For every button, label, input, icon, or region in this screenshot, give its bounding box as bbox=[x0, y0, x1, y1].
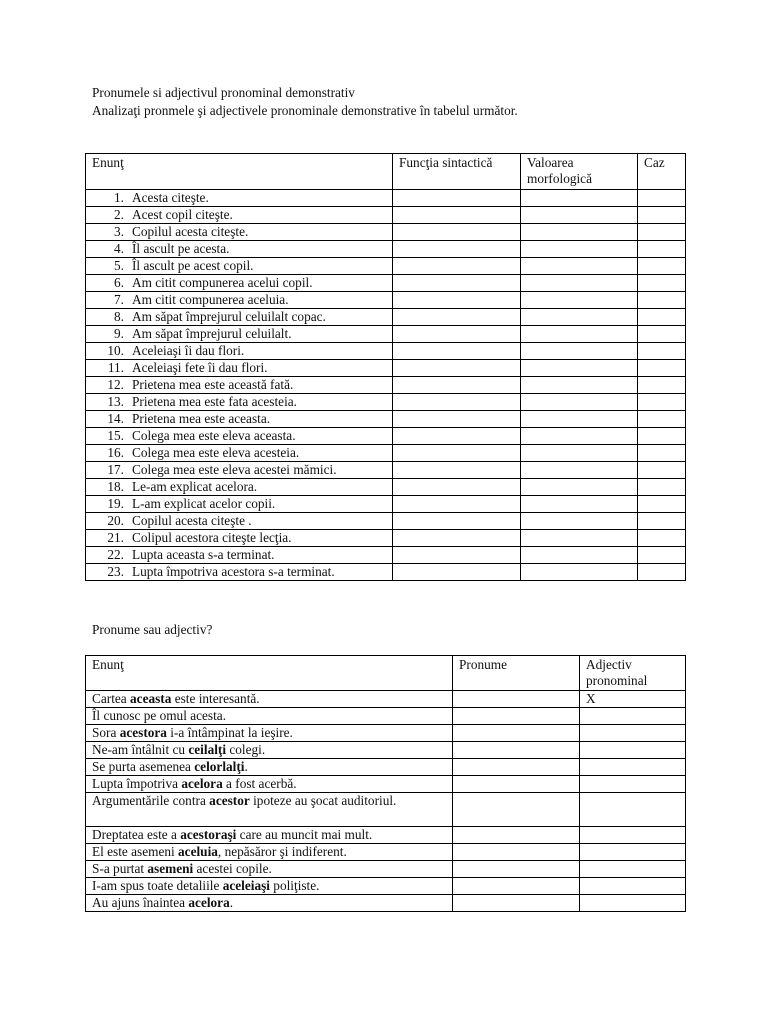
table-row bbox=[86, 861, 686, 878]
row-number: 8. bbox=[114, 309, 124, 324]
caz-cell[interactable] bbox=[638, 207, 686, 224]
sentence-text: Îl ascult pe acest copil. bbox=[132, 258, 254, 273]
table-row bbox=[86, 275, 686, 292]
caz-cell[interactable] bbox=[638, 462, 686, 479]
table-row bbox=[86, 326, 686, 343]
sentence-text: Acesta citeşte. bbox=[132, 190, 209, 205]
adjectiv-cell[interactable] bbox=[580, 878, 686, 895]
header-adjectiv-pronominal: Adjectiv pronominal bbox=[580, 656, 686, 691]
highlighted-word: aceasta bbox=[130, 691, 172, 706]
highlighted-word: celorlalţi bbox=[194, 759, 245, 774]
row-number: 12. bbox=[107, 377, 124, 392]
table-row bbox=[86, 428, 686, 445]
table-row bbox=[86, 411, 686, 428]
sentence-cell bbox=[86, 691, 453, 708]
table-row bbox=[86, 530, 686, 547]
valoarea-cell[interactable] bbox=[521, 326, 638, 343]
pronume-cell[interactable] bbox=[453, 861, 580, 878]
row-number: 11. bbox=[107, 360, 124, 375]
functia-cell[interactable] bbox=[393, 309, 521, 326]
valoarea-cell[interactable] bbox=[521, 360, 638, 377]
pronume-cell[interactable] bbox=[453, 742, 580, 759]
sentence-text-after: colegi. bbox=[226, 742, 266, 757]
table-row bbox=[86, 462, 686, 479]
pronume-cell[interactable] bbox=[453, 725, 580, 742]
header-pronume: Pronume bbox=[453, 656, 580, 691]
highlighted-word: asemeni bbox=[147, 861, 194, 876]
sentence-cell bbox=[86, 343, 393, 360]
table-row bbox=[86, 895, 686, 912]
functia-cell[interactable] bbox=[393, 462, 521, 479]
row-number: 9. bbox=[114, 326, 124, 341]
functia-cell[interactable] bbox=[393, 275, 521, 292]
valoarea-cell[interactable] bbox=[521, 309, 638, 326]
sentence-text-before: El este asemeni bbox=[92, 844, 179, 859]
sentence-cell bbox=[86, 530, 393, 547]
adjectiv-cell[interactable] bbox=[580, 776, 686, 793]
sentence-cell bbox=[86, 564, 393, 581]
sentence-text: Colipul acestora citeşte lecţia. bbox=[132, 530, 292, 545]
functia-cell[interactable] bbox=[393, 394, 521, 411]
caz-cell[interactable] bbox=[638, 292, 686, 309]
row-number: 20. bbox=[107, 513, 124, 528]
caz-cell[interactable] bbox=[638, 547, 686, 564]
functia-cell[interactable] bbox=[393, 258, 521, 275]
table-row bbox=[86, 496, 686, 513]
sentence-cell bbox=[86, 411, 393, 428]
sentence-cell bbox=[86, 776, 453, 793]
table-row bbox=[86, 725, 686, 742]
highlighted-word: aceleiaşi bbox=[222, 878, 270, 893]
table-row bbox=[86, 564, 686, 581]
caz-cell[interactable] bbox=[638, 445, 686, 462]
table-row bbox=[86, 759, 686, 776]
table-row bbox=[86, 742, 686, 759]
valoarea-cell[interactable] bbox=[521, 292, 638, 309]
highlighted-word: acestora bbox=[119, 725, 167, 740]
sentence-cell bbox=[86, 742, 453, 759]
row-number: 2. bbox=[114, 207, 124, 222]
row-number: 7. bbox=[114, 292, 124, 307]
table-row bbox=[86, 292, 686, 309]
row-number: 3. bbox=[114, 224, 124, 239]
adjectiv-cell[interactable] bbox=[580, 827, 686, 844]
sentence-text-before: Se purta asemenea bbox=[92, 759, 195, 774]
row-number: 14. bbox=[107, 411, 124, 426]
pronume-cell[interactable] bbox=[453, 759, 580, 776]
sentence-text: Colega mea este eleva acesteia. bbox=[132, 445, 300, 460]
sentence-text-after: . bbox=[229, 895, 234, 910]
functia-cell[interactable] bbox=[393, 224, 521, 241]
table-row bbox=[86, 793, 686, 827]
adjectiv-cell[interactable] bbox=[580, 708, 686, 725]
functia-cell[interactable] bbox=[393, 207, 521, 224]
table-row bbox=[86, 827, 686, 844]
valoarea-cell[interactable] bbox=[521, 462, 638, 479]
table-row bbox=[86, 224, 686, 241]
sentence-cell bbox=[86, 258, 393, 275]
functia-cell[interactable] bbox=[393, 377, 521, 394]
header-enunt: Enunţ bbox=[86, 154, 393, 190]
sentence-cell bbox=[86, 190, 393, 207]
valoarea-cell[interactable] bbox=[521, 275, 638, 292]
sentence-cell bbox=[86, 445, 393, 462]
adjectiv-cell[interactable]: X bbox=[580, 691, 686, 708]
table-row bbox=[86, 394, 686, 411]
highlighted-word: acestoraşi bbox=[180, 827, 237, 842]
sentence-text: Colega mea este eleva acestei mămici. bbox=[132, 462, 337, 477]
caz-cell[interactable] bbox=[638, 411, 686, 428]
caz-cell[interactable] bbox=[638, 258, 686, 275]
functia-cell[interactable] bbox=[393, 292, 521, 309]
pronume-cell[interactable] bbox=[453, 776, 580, 793]
table-row bbox=[86, 445, 686, 462]
valoarea-cell[interactable] bbox=[521, 547, 638, 564]
functia-cell[interactable] bbox=[393, 513, 521, 530]
sentence-text-before: Cartea bbox=[92, 691, 131, 706]
pronume-cell[interactable] bbox=[453, 895, 580, 912]
sentence-cell bbox=[86, 428, 393, 445]
row-number: 15. bbox=[107, 428, 124, 443]
header-functia-sintactica: Funcţia sintactică bbox=[393, 154, 521, 190]
pronume-cell[interactable] bbox=[453, 878, 580, 895]
functia-cell[interactable] bbox=[393, 428, 521, 445]
adjectiv-cell[interactable] bbox=[580, 759, 686, 776]
highlighted-word: ceilalţi bbox=[188, 742, 227, 757]
sentence-cell bbox=[86, 394, 393, 411]
sentence-text-before: Argumentările contra bbox=[92, 793, 210, 808]
valoarea-cell[interactable] bbox=[521, 428, 638, 445]
sentence-text-after: . bbox=[244, 759, 248, 774]
pronoun-or-adjective-table bbox=[85, 655, 686, 912]
sentence-text: Acest copil citeşte. bbox=[132, 207, 233, 222]
row-number: 4. bbox=[114, 241, 124, 256]
valoarea-cell[interactable] bbox=[521, 445, 638, 462]
sentence-cell bbox=[86, 708, 453, 725]
sentence-cell bbox=[86, 827, 453, 844]
functia-cell[interactable] bbox=[393, 360, 521, 377]
valoarea-cell[interactable] bbox=[521, 394, 638, 411]
adjectiv-cell[interactable] bbox=[580, 895, 686, 912]
sentence-cell bbox=[86, 462, 393, 479]
valoarea-cell[interactable] bbox=[521, 241, 638, 258]
header-caz: Caz bbox=[638, 154, 686, 190]
demonstrative-analysis-table bbox=[85, 153, 686, 581]
caz-cell[interactable] bbox=[638, 394, 686, 411]
sentence-text: Am săpat împrejurul celuilalt. bbox=[132, 326, 292, 341]
functia-cell[interactable] bbox=[393, 190, 521, 207]
instructions-text: Analizaţi pronmele şi adjectivele pronominale demonstrative în tabelul următor. bbox=[92, 103, 518, 118]
caz-cell[interactable] bbox=[638, 326, 686, 343]
table-row bbox=[86, 190, 686, 207]
caz-cell[interactable] bbox=[638, 513, 686, 530]
row-number: 13. bbox=[107, 394, 124, 409]
caz-cell[interactable] bbox=[638, 224, 686, 241]
section2-title: Pronume sau adjectiv? bbox=[92, 622, 213, 637]
header-valoarea-morfologica: Valoarea morfologică bbox=[521, 154, 638, 190]
sentence-text-after: ipoteze au şocat auditoriul. bbox=[249, 793, 397, 808]
sentence-cell bbox=[86, 241, 393, 258]
sentence-cell bbox=[86, 275, 393, 292]
table-row bbox=[86, 479, 686, 496]
caz-cell[interactable] bbox=[638, 479, 686, 496]
table-row bbox=[86, 207, 686, 224]
table-row bbox=[86, 844, 686, 861]
sentence-cell bbox=[86, 513, 393, 530]
sentence-text: Am săpat împrejurul celuilalt copac. bbox=[132, 309, 326, 324]
sentence-text-before: Ne-am întâlnit cu bbox=[92, 742, 189, 757]
sentence-text-before: Sora bbox=[92, 725, 120, 740]
valoarea-cell[interactable] bbox=[521, 258, 638, 275]
adjectiv-cell[interactable] bbox=[580, 793, 686, 827]
caz-cell[interactable] bbox=[638, 360, 686, 377]
sentence-cell bbox=[86, 207, 393, 224]
sentence-text-before: Au ajuns înaintea bbox=[92, 895, 189, 910]
sentence-cell bbox=[86, 878, 453, 895]
row-number: 5. bbox=[114, 258, 124, 273]
table-row bbox=[86, 691, 686, 708]
sentence-cell bbox=[86, 547, 393, 564]
highlighted-word: acelora bbox=[188, 895, 230, 910]
sentence-text-before: S-a purtat bbox=[92, 861, 148, 876]
adjectiv-cell[interactable] bbox=[580, 742, 686, 759]
sentence-cell bbox=[86, 292, 393, 309]
sentence-text-after: poliţiste. bbox=[269, 878, 320, 893]
sentence-text: Am citit compunerea aceluia. bbox=[132, 292, 289, 307]
valoarea-cell[interactable] bbox=[521, 513, 638, 530]
functia-cell[interactable] bbox=[393, 343, 521, 360]
valoarea-cell[interactable] bbox=[521, 207, 638, 224]
pronume-cell[interactable] bbox=[453, 708, 580, 725]
sentence-text-before: Îl cunosc pe omul acesta. bbox=[92, 708, 227, 723]
table-header-row bbox=[86, 154, 686, 190]
valoarea-cell[interactable] bbox=[521, 564, 638, 581]
header-enunt: Enunţ bbox=[86, 656, 453, 691]
sentence-text: Prietena mea este aceasta. bbox=[132, 411, 271, 426]
sentence-text-before: I-am spus toate detaliile bbox=[92, 878, 223, 893]
row-number: 17. bbox=[107, 462, 124, 477]
functia-cell[interactable] bbox=[393, 530, 521, 547]
table-header-row bbox=[86, 656, 686, 691]
valoarea-cell[interactable] bbox=[521, 377, 638, 394]
table-row bbox=[86, 309, 686, 326]
sentence-text: Aceleiaşi fete îi dau flori. bbox=[132, 360, 268, 375]
table-row bbox=[86, 547, 686, 564]
functia-cell[interactable] bbox=[393, 326, 521, 343]
pronume-cell[interactable] bbox=[453, 844, 580, 861]
functia-cell[interactable] bbox=[393, 564, 521, 581]
valoarea-cell[interactable] bbox=[521, 343, 638, 360]
sentence-text: Aceleiaşi îi dau flori. bbox=[132, 343, 245, 358]
valoarea-cell[interactable] bbox=[521, 530, 638, 547]
caz-cell[interactable] bbox=[638, 377, 686, 394]
document-title: Pronumele si adjectivul pronominal demonstrativ bbox=[92, 85, 355, 100]
sentence-cell bbox=[86, 479, 393, 496]
sentence-text: Lupta împotriva acestora s-a terminat. bbox=[132, 564, 335, 579]
table-row bbox=[86, 708, 686, 725]
functia-cell[interactable] bbox=[393, 445, 521, 462]
sentence-text-after: i-a întâmpinat la ieşire. bbox=[166, 725, 293, 740]
row-number: 1. bbox=[114, 190, 124, 205]
sentence-text: Le-am explicat acelora. bbox=[132, 479, 258, 494]
sentence-text: Colega mea este eleva aceasta. bbox=[132, 428, 296, 443]
sentence-text: Prietena mea este fata acesteia. bbox=[132, 394, 298, 409]
sentence-cell bbox=[86, 224, 393, 241]
sentence-text: Lupta aceasta s-a terminat. bbox=[132, 547, 275, 562]
functia-cell[interactable] bbox=[393, 496, 521, 513]
sentence-cell bbox=[86, 309, 393, 326]
row-number: 6. bbox=[114, 275, 124, 290]
sentence-text: Copilul acesta citeşte. bbox=[132, 224, 249, 239]
sentence-text: Am citit compunerea acelui copil. bbox=[132, 275, 313, 290]
sentence-text-after: este interesantă. bbox=[171, 691, 260, 706]
sentence-cell bbox=[86, 725, 453, 742]
sentence-text: Prietena mea este această fată. bbox=[132, 377, 294, 392]
sentence-cell bbox=[86, 895, 453, 912]
sentence-text-before: Lupta împotriva bbox=[92, 776, 182, 791]
caz-cell[interactable] bbox=[638, 496, 686, 513]
caz-cell[interactable] bbox=[638, 564, 686, 581]
sentence-text-after: a fost acerbă. bbox=[222, 776, 297, 791]
sentence-cell bbox=[86, 861, 453, 878]
table-row bbox=[86, 343, 686, 360]
row-number: 22. bbox=[107, 547, 124, 562]
table-row bbox=[86, 878, 686, 895]
caz-cell[interactable] bbox=[638, 309, 686, 326]
row-number: 18. bbox=[107, 479, 124, 494]
caz-cell[interactable] bbox=[638, 343, 686, 360]
valoarea-cell[interactable] bbox=[521, 479, 638, 496]
valoarea-cell[interactable] bbox=[521, 411, 638, 428]
sentence-cell bbox=[86, 793, 453, 827]
valoarea-cell[interactable] bbox=[521, 224, 638, 241]
table-row bbox=[86, 241, 686, 258]
sentence-text: Îl ascult pe acesta. bbox=[132, 241, 230, 256]
caz-cell[interactable] bbox=[638, 190, 686, 207]
functia-cell[interactable] bbox=[393, 547, 521, 564]
adjectiv-cell[interactable] bbox=[580, 861, 686, 878]
functia-cell[interactable] bbox=[393, 241, 521, 258]
highlighted-word: acelora bbox=[181, 776, 223, 791]
valoarea-cell[interactable] bbox=[521, 496, 638, 513]
row-number: 16. bbox=[107, 445, 124, 460]
sentence-text: Copilul acesta citeşte . bbox=[132, 513, 252, 528]
table-row bbox=[86, 513, 686, 530]
sentence-text-after: care au muncit mai mult. bbox=[236, 827, 373, 842]
caz-cell[interactable] bbox=[638, 530, 686, 547]
sentence-cell bbox=[86, 326, 393, 343]
adjectiv-cell[interactable] bbox=[580, 844, 686, 861]
table-row bbox=[86, 377, 686, 394]
pronume-cell[interactable] bbox=[453, 827, 580, 844]
pronume-cell[interactable] bbox=[453, 691, 580, 708]
row-number: 10. bbox=[107, 343, 124, 358]
sentence-cell bbox=[86, 360, 393, 377]
sentence-text-after: acestei copile. bbox=[193, 861, 272, 876]
highlighted-word: acestor bbox=[209, 793, 250, 808]
caz-cell[interactable] bbox=[638, 428, 686, 445]
pronume-cell[interactable] bbox=[453, 793, 580, 827]
sentence-cell bbox=[86, 377, 393, 394]
sentence-text-before: Dreptatea este a bbox=[92, 827, 181, 842]
valoarea-cell[interactable] bbox=[521, 190, 638, 207]
table-row bbox=[86, 360, 686, 377]
highlighted-word: aceluia bbox=[178, 844, 218, 859]
sentence-cell bbox=[86, 844, 453, 861]
caz-cell[interactable] bbox=[638, 275, 686, 292]
sentence-cell bbox=[86, 496, 393, 513]
sentence-text: L-am explicat acelor copii. bbox=[132, 496, 276, 511]
row-number: 21. bbox=[107, 530, 124, 545]
table-row bbox=[86, 258, 686, 275]
caz-cell[interactable] bbox=[638, 241, 686, 258]
sentence-text-after: , nepăsăror şi indiferent. bbox=[217, 844, 347, 859]
functia-cell[interactable] bbox=[393, 411, 521, 428]
functia-cell[interactable] bbox=[393, 479, 521, 496]
row-number: 19. bbox=[107, 496, 124, 511]
sentence-cell bbox=[86, 759, 453, 776]
row-number: 23. bbox=[107, 564, 124, 579]
table-row bbox=[86, 776, 686, 793]
adjectiv-cell[interactable] bbox=[580, 725, 686, 742]
